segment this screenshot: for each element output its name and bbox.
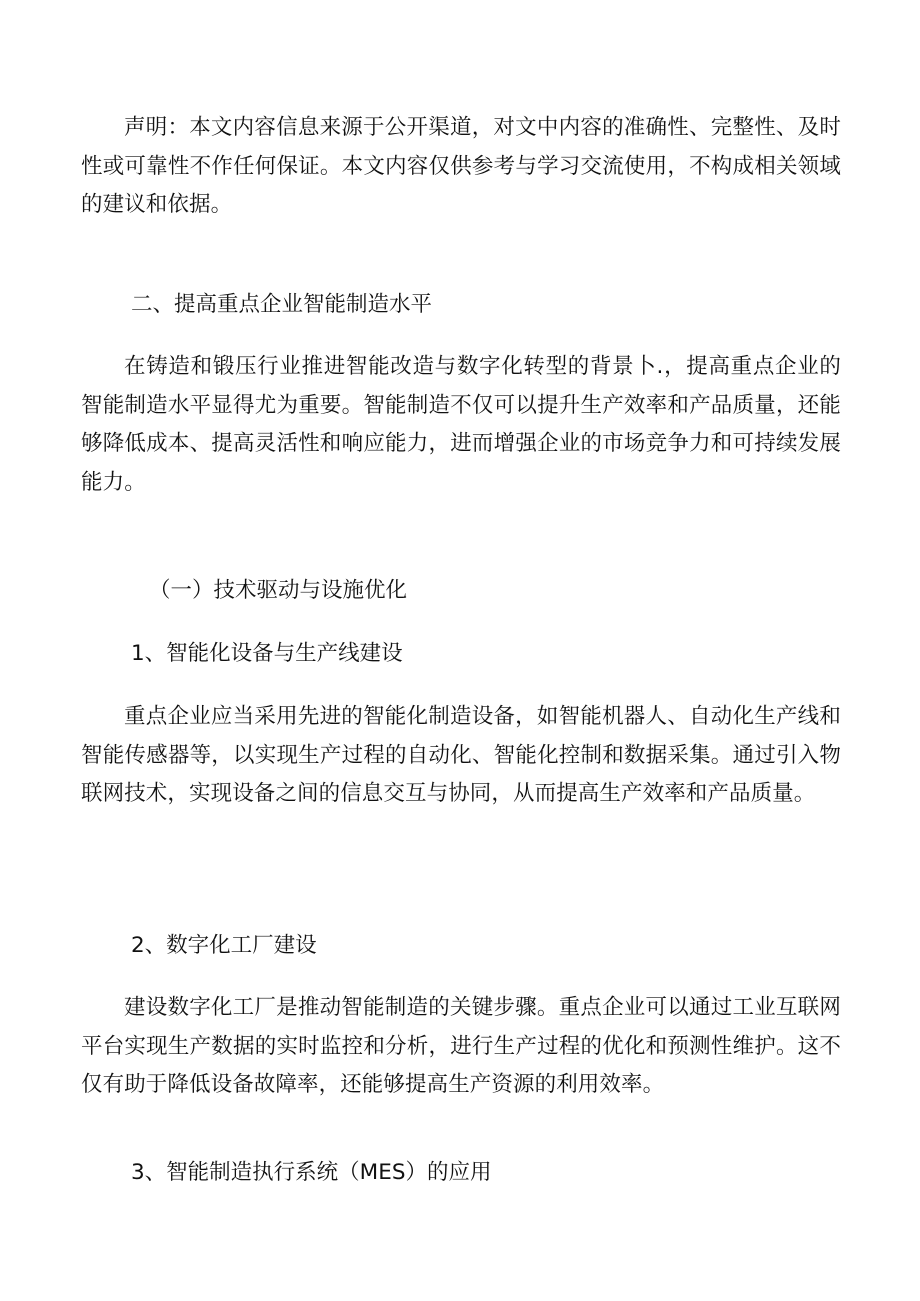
item-2-body: 建设数字化工厂是推动智能制造的关键步骤。重点企业可以通过工业互联网平台实现生产数据的实时监控和分析，进行生产过程的优化和预测性维护。这不仅有助于降低设备故障率，还能够提高生产资源的利用效率。 xyxy=(81,995,841,1097)
section-intro-paragraph: 在铸造和锻压行业推进智能改造与数字化转型的背景卜.，提高重点企业的智能制造水平显得尤为重要。智能制造不仅可以提升生产效率和产品质量，还能够降低成本、提高灵活性和响应能力，进而增强企业的市场竞争力和可持续发展能力。 xyxy=(81,354,841,495)
item-2-title: 2、数字化工厂建设 xyxy=(131,933,317,958)
section-title: 二、提高重点企业智能制造水平 xyxy=(131,292,433,317)
item-3-title: 3、智能制造执行系统（MES）的应用 xyxy=(131,1160,492,1185)
subsection-title: （一）技术驱动与设施优化 xyxy=(149,578,408,603)
disclaimer-paragraph: 声明：本文内容信息来源于公开渠道，对文中内容的准确性、完整性、及时性或可靠性不作任何保证。本文内容仅供参考与学习交流使用，不构成相关领域的建议和依据。 xyxy=(81,115,841,217)
item-1-title: 1、智能化设备与生产线建设 xyxy=(131,641,403,666)
item-1-body: 重点企业应当采用先进的智能化制造设备，如智能机器人、自动化生产线和智能传感器等，以实现生产过程的自动化、智能化控制和数据采集。通过引入物联网技术，实现设备之间的信息交互与协同，从而提高生产效率和产品质量。 xyxy=(81,704,841,806)
